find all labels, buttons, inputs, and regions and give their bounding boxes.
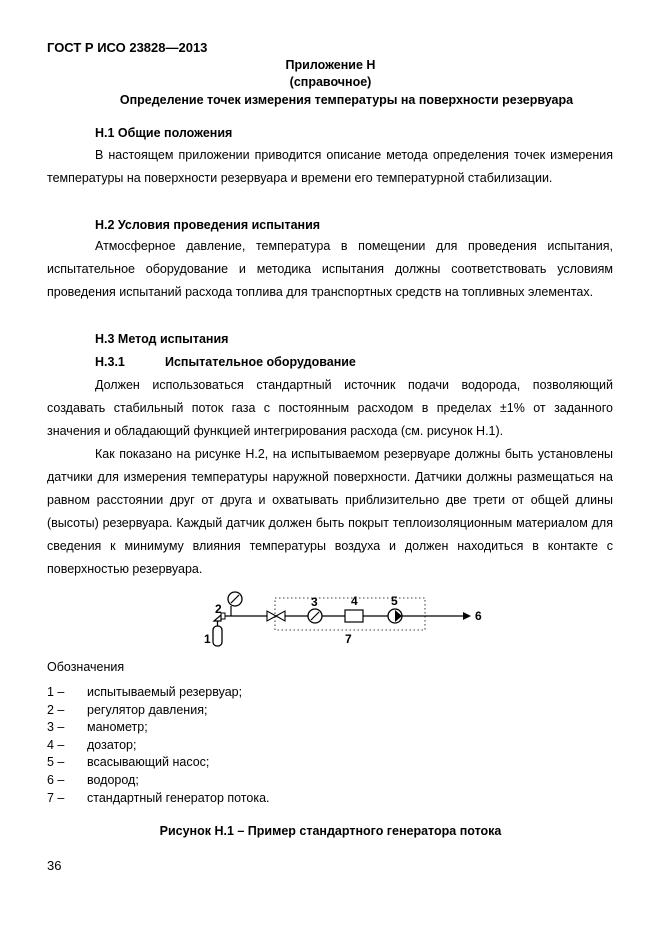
valve-icon [267,611,285,621]
legend-number: 3 – [47,720,65,735]
standard-code: ГОСТ Р ИСО 23828—2013 [47,40,208,55]
label-6: 6 [475,609,482,623]
label-3: 3 [311,595,318,609]
label-5: 5 [391,594,398,608]
legend-number: 6 – [47,772,65,787]
subsection-number: Н.3.1 [95,355,125,369]
test-tank-icon [213,621,222,646]
legend-number: 2 – [47,702,65,717]
section-h2-text: Атмосферное давление, температура в помещении для проведения испытания, испытательное оборудование и методика испытания должны соответствовать условиям проведения испытаний расхода топлива для транспортных средств на топливных элементах. [47,239,613,299]
label-4: 4 [351,594,358,608]
appendix-title: Приложение Н [285,58,376,72]
dosator-icon [345,610,363,622]
legend-text: дозатор; [87,737,137,752]
section-h3-title: Н.3 Метод испытания [95,332,229,346]
suction-pump-icon [388,609,402,623]
section-h3-paragraph-1: Должен использоваться стандартный источник подачи водорода, позволяющий создавать стабильный поток газа с постоянным расходом в пределах ±1% от заданного значения и обладающий функцией интегрирования расхода (см. рисунок Н.1). [47,378,613,438]
legend-text: испытываемый резервуар; [87,685,243,699]
legend-title: Обозначения [47,660,125,674]
section-h3-paragraph-2: Как показано на рисунке Н.2, на испытываемом резервуаре должны быть установлены датчики для измерения температуры наружной поверхности. Датчики должны размещаться на равном расстоянии друг от друга и охватывать приблизительно две трети от общей длины (высоты) резервуара. Каждый датчик должен быть покрыт теплоизоляционным материалом для сведения к минимуму влияния температуры воздуха и должен находиться в контакте с поверхностью резервуара. [47,447,613,576]
legend-text: манометр; [87,720,148,735]
legend-text: водород; [87,772,139,787]
legend-text: регулятор давления; [87,702,208,717]
page-number: 36 [47,858,62,873]
appendix-type: (справочное) [289,75,372,89]
arrow-icon [463,612,471,620]
section-h1-text: В настоящем приложении приводится описание метода определения точек измерения температуры на поверхности резервуара и времени его температурной стабилизации. [47,148,613,185]
legend-text: всасывающий насос; [87,755,210,770]
figure-caption: Рисунок Н.1 – Пример стандартного генератора потока [159,824,502,838]
label-2: 2 [215,602,222,616]
legend-number: 7 – [47,790,65,805]
regulator-gauge-icon [228,592,242,606]
legend-text: стандартный генератор потока. [87,790,270,805]
section-h2-title: Н.2 Условия проведения испытания [95,218,321,232]
legend-number: 4 – [47,737,65,752]
appendix-subject: Определение точек измерения температуры на поверхности резервуара [119,93,574,107]
label-1: 1 [204,632,211,646]
subsection-title: Испытательное оборудование [165,355,356,369]
legend-number: 1 – [47,685,65,699]
section-h1-title: Н.1 Общие положения [95,126,233,140]
legend-number: 5 – [47,755,65,770]
manometer-icon [308,609,322,623]
label-7: 7 [345,632,352,646]
flow-generator-diagram [195,588,495,650]
